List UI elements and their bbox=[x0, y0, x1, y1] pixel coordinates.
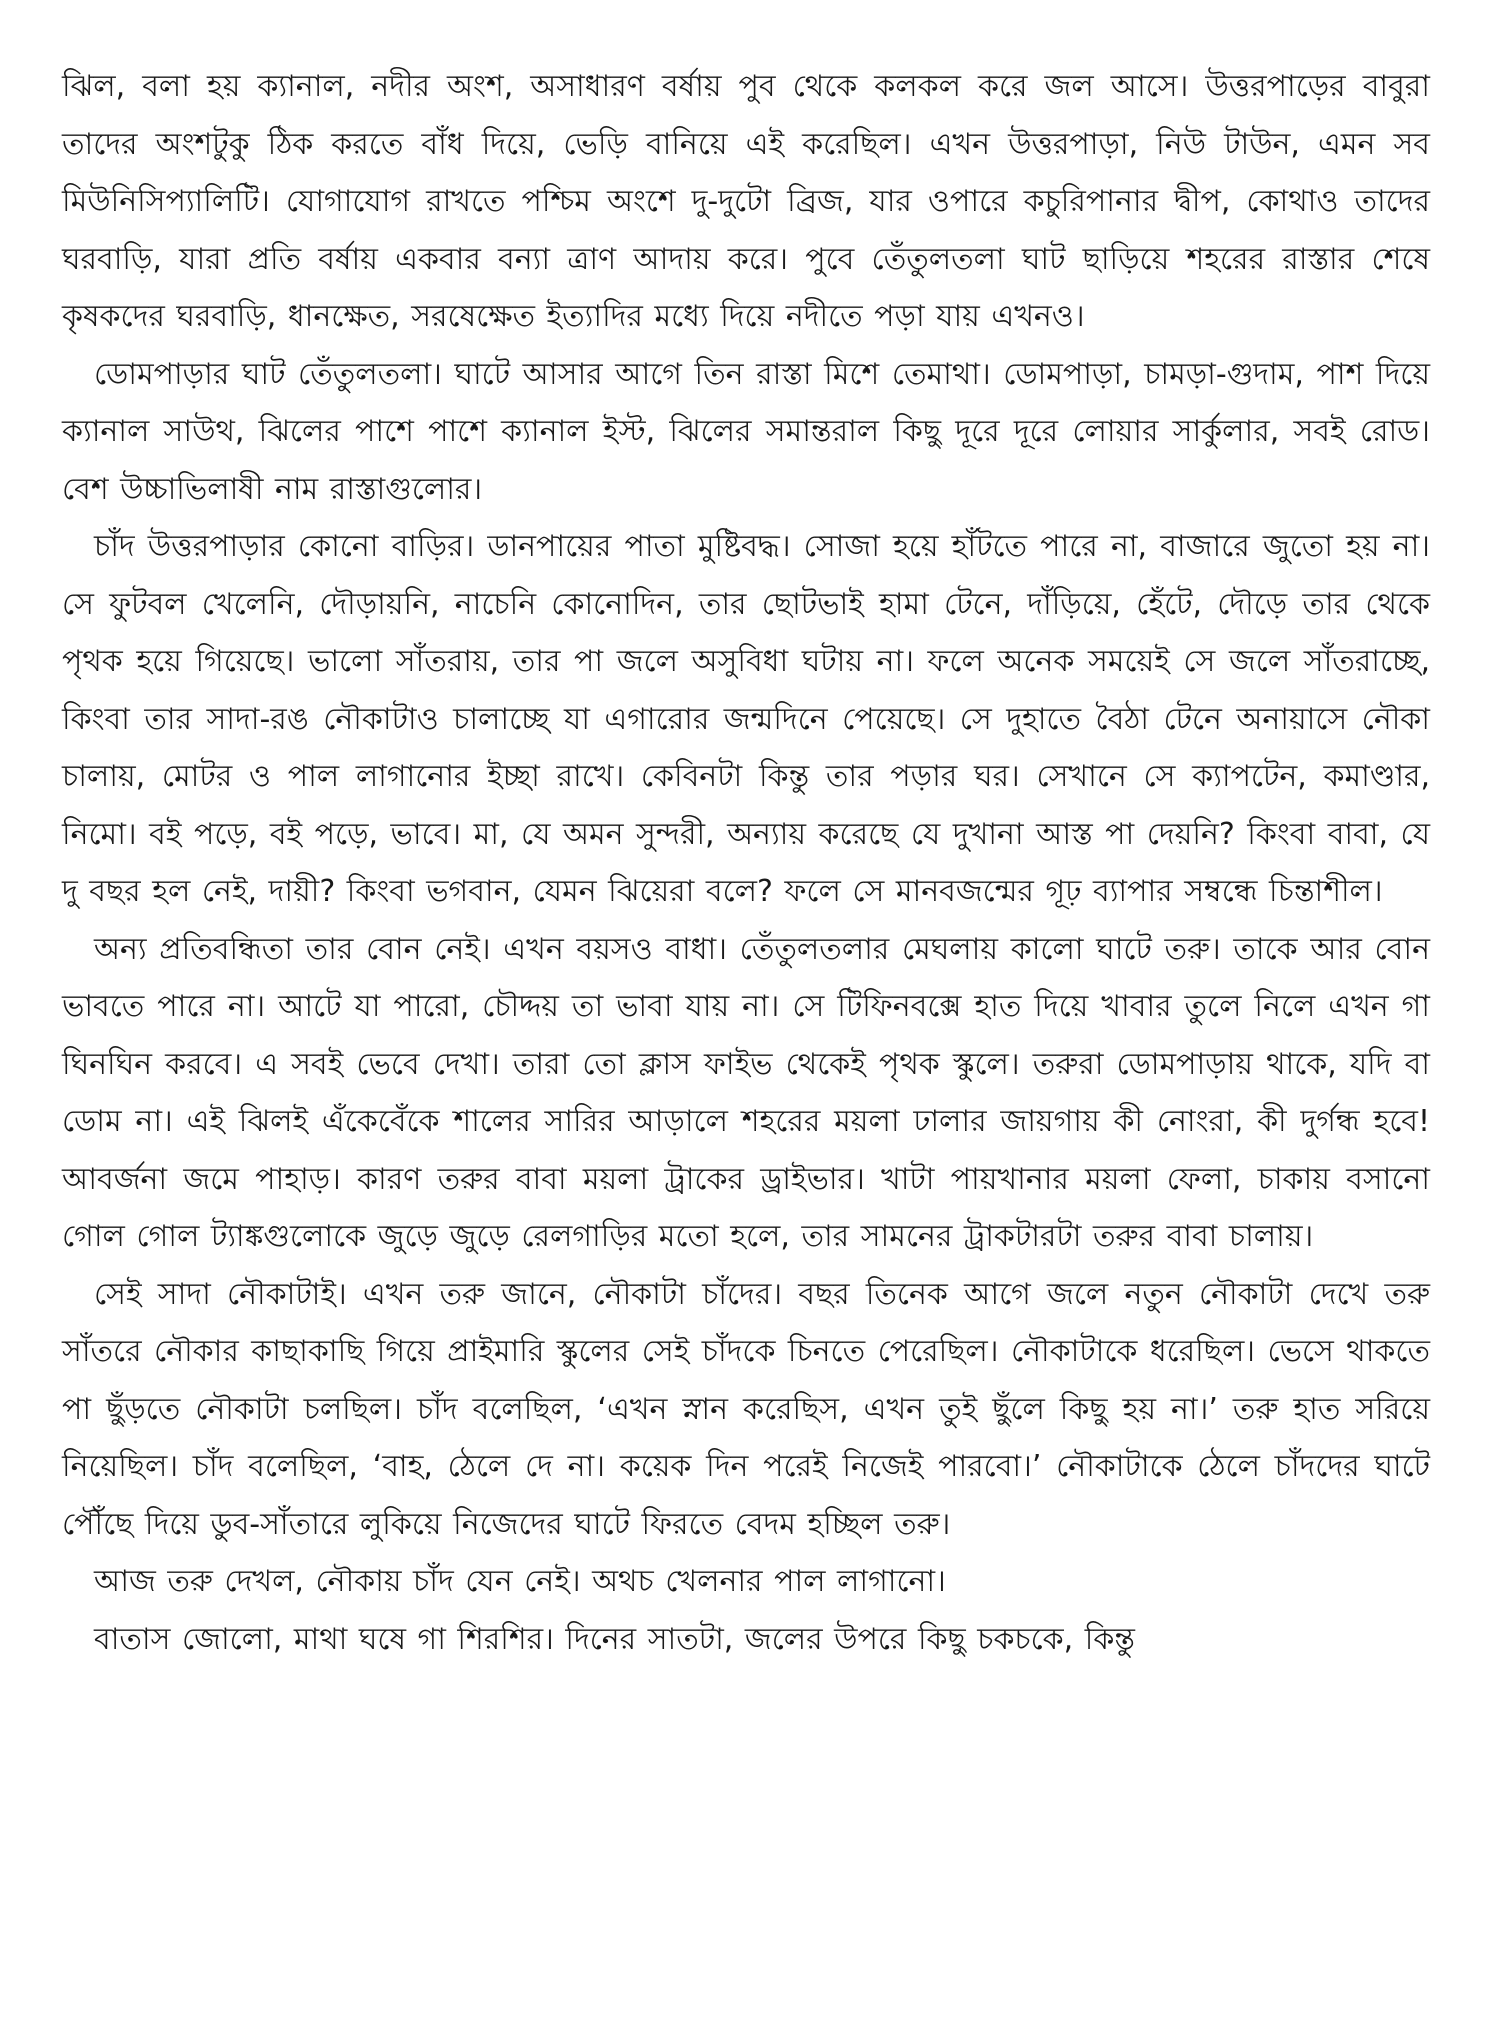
paragraph-4: অন্য প্রতিবন্ধিতা তার বোন নেই। এখন বয়সও বাধা। তেঁতুলতলার মেঘলায় কালো ঘাটে তরু। তাকে আর বোন ভাবতে পারে না। আটে যা পারো, চৌদ্দয় তা ভাবা যায় না। সে টিফিনবক্সে হাত দিয়ে খাবার তুলে নিলে এখন গা ঘিনঘিন করবে। এ সবই ভেবে দেখা। তারা তো ক্লাস ফাইভ থেকেই পৃথক স্কুলে। তরুরা ডোমপাড়ায় থাকে, যদি বা ডোম না। এই ঝিলই এঁকেবেঁকে শালের সারির আড়ালে শহরের ময়লা ঢালার জায়গায় কী নোংরা, কী দুর্গন্ধ হবে! আবর্জনা জমে পাহাড়। কারণ তরুর বাবা ময়লা ট্রাকের ড্রাইভার। খাটা পায়খানার ময়লা ফেলা, চাকায় বসানো গোল গোল ট্যাঙ্কগুলোকে জুড়ে জুড়ে রেলগাড়ির মতো হলে, তার সামনের ট্রাকটারটা তরুর বাবা চালায়। bbox=[62, 931, 1430, 1254]
paragraph-2: ডোমপাড়ার ঘাট তেঁতুলতলা। ঘাটে আসার আগে তিন রাস্তা মিশে তেমাথা। ডোমপাড়া, চামড়া-গুদাম, পাশ দিয়ে ক্যানাল সাউথ, ঝিলের পাশে পাশে ক্যানাল ইস্ট, ঝিলের সমান্তরাল কিছু দূরে দূরে লোয়ার সার্কুলার, সবই রোড। বেশ উচ্চাভিলাষী নাম রাস্তাগুলোর। bbox=[62, 356, 1430, 507]
paragraph-3: চাঁদ উত্তরপাড়ার কোনো বাড়ির। ডানপায়ের পাতা মুষ্টিবদ্ধ। সোজা হয়ে হাঁটতে পারে না, বাজারে জুতো হয় না। সে ফুটবল খেলেনি, দৌড়ায়নি, নাচেনি কোনোদিন, তার ছোটভাই হামা টেনে, দাঁড়িয়ে, হেঁটে, দৌড়ে তার থেকে পৃথক হয়ে গিয়েছে। ভালো সাঁতরায়, তার পা জলে অসুবিধা ঘটায় না। ফলে অনেক সময়েই সে জলে সাঁতরাচ্ছে, কিংবা তার সাদা-রঙ নৌকাটাও চালাচ্ছে যা এগারোর জন্মদিনে পেয়েছে। সে দুহাতে বৈঠা টেনে অনায়াসে নৌকা চালায়, মোটর ও পাল লাগানোর ইচ্ছা রাখে। কেবিনটা কিন্তু তার পড়ার ঘর। সেখানে সে ক্যাপটেন, কমাণ্ডার, নিমো। বই পড়ে, বই পড়ে, ভাবে। মা, যে অমন সুন্দরী, অন্যায় করেছে যে দুখানা আস্ত পা দেয়নি? কিংবা বাবা, যে দু বছর হল নেই, দায়ী? কিংবা ভগবান, যেমন ঝিয়েরা বলে? ফলে সে মানবজন্মের গূঢ় ব্যাপার সম্বন্ধে চিন্তাশীল। bbox=[62, 529, 1430, 909]
book-page bbox=[62, 58, 1430, 1998]
paragraph-1: ঝিল, বলা হয় ক্যানাল, নদীর অংশ, অসাধারণ বর্ষায় পুব থেকে কলকল করে জল আসে। উত্তরপাড়ের বাবুরা তাদের অংশটুকু ঠিক করতে বাঁধ দিয়ে, ভেড়ি বানিয়ে এই করেছিল। এখন উত্তরপাড়া, নিউ টাউন, এমন সব মিউনিসিপ্যালিটি। যোগাযোগ রাখতে পশ্চিম অংশে দু-দুটো ব্রিজ, যার ওপারে কচুরিপানার দ্বীপ, কোথাও তাদের ঘরবাড়ি, যারা প্রতি বর্ষায় একবার বন্যা ত্রাণ আদায় করে। পুবে তেঁতুলতলা ঘাট ছাড়িয়ে শহরের রাস্তার শেষে কৃষকদের ঘরবাড়ি, ধানক্ষেত, সরষেক্ষেত ইত্যাদির মধ্যে দিয়ে নদীতে পড়া যায় এখনও। bbox=[62, 69, 1430, 334]
paragraph-7: বাতাস জোলো, মাথা ঘষে গা শিরশির। দিনের সাতটা, জলের উপরে কিছু চকচকে, কিন্তু bbox=[94, 1621, 1135, 1657]
paragraph-6: আজ তরু দেখল, নৌকায় চাঁদ যেন নেই। অথচ খেলনার পাল লাগানো। bbox=[94, 1564, 946, 1599]
paragraph-5: সেই সাদা নৌকাটাই। এখন তরু জানে, নৌকাটা চাঁদের। বছর তিনেক আগে জলে নতুন নৌকাটা দেখে তরু সাঁতরে নৌকার কাছাকাছি গিয়ে প্রাইমারি স্কুলের সেই চাঁদকে চিনতে পেরেছিল। নৌকাটাকে ধরেছিল। ভেসে থাকতে পা ছুঁড়তে নৌকাটা চলছিল। চাঁদ বলেছিল, ‘এখন স্নান করেছিস, এখন তুই ছুঁলে কিছু হয় না।’ তরু হাত সরিয়ে নিয়েছিল। চাঁদ বলেছিল, ‘বাহ, ঠেলে দে না। কয়েক দিন পরেই নিজেই পারবো।’ নৌকাটাকে ঠেলে চাঁদদের ঘাটে পৌঁছে দিয়ে ডুব-সাঁতারে লুকিয়ে নিজেদের ঘাটে ফিরতে বেদম হচ্ছিল তরু। bbox=[62, 1276, 1430, 1542]
